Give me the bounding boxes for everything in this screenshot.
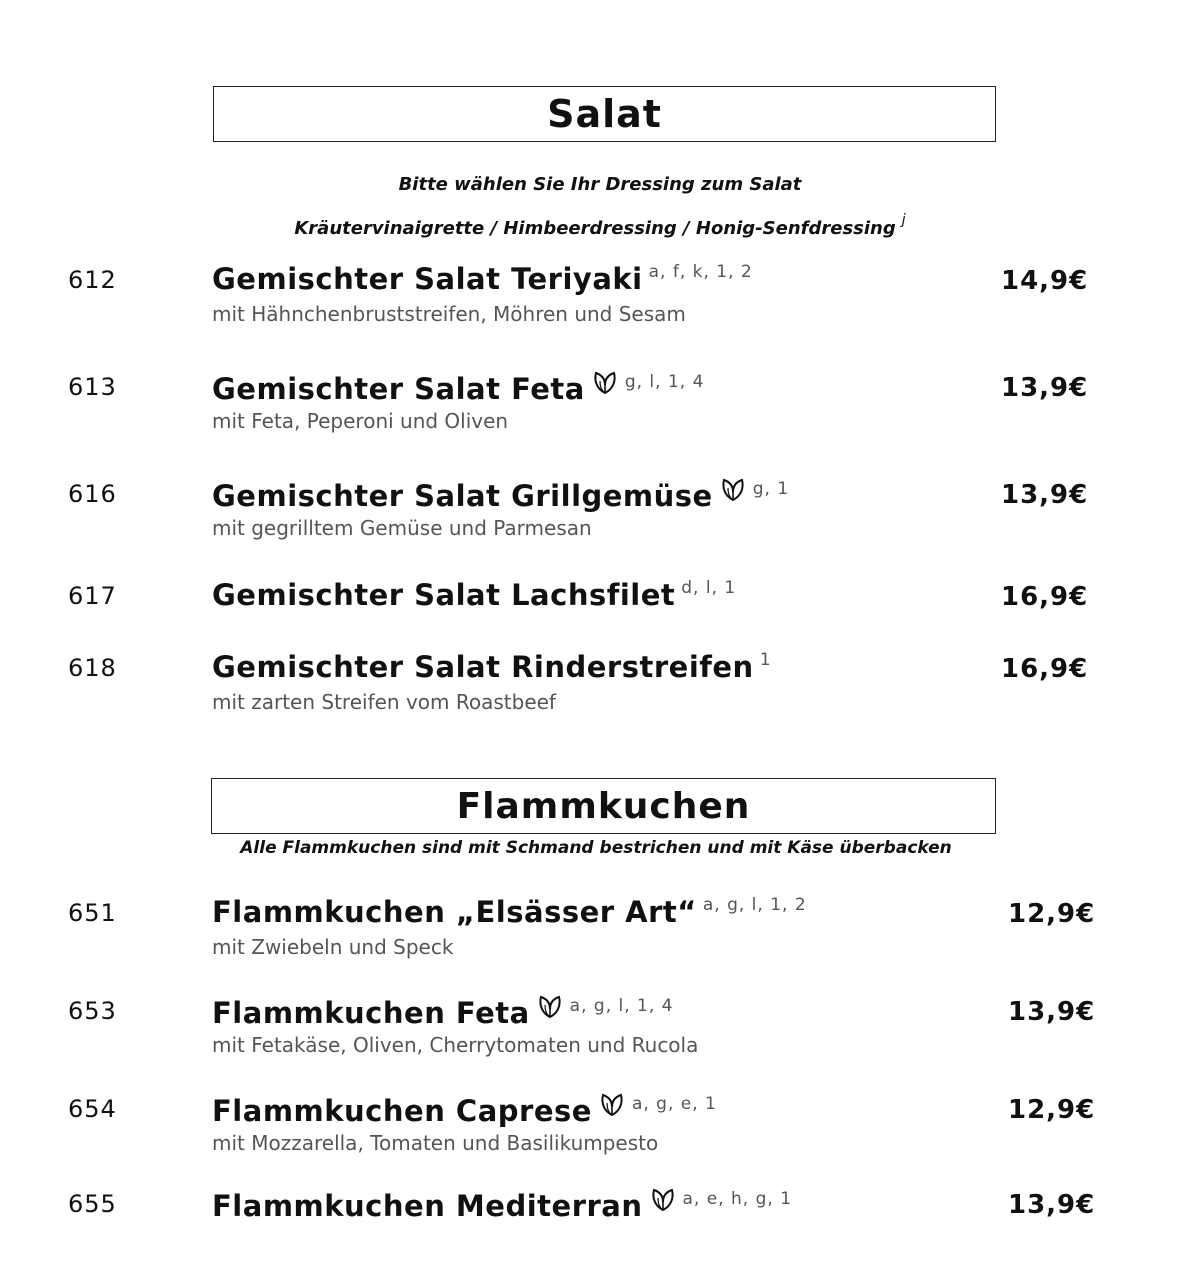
item-number: 653 xyxy=(68,997,117,1025)
item-name-line xyxy=(212,1091,717,1128)
item-allergens: a, f, k, 1, 2 xyxy=(648,262,753,282)
item-name-line xyxy=(212,895,807,929)
item-description: mit Zwiebeln und Speck xyxy=(212,935,454,959)
item-number: 613 xyxy=(68,373,117,401)
item-price: 14,9€ xyxy=(1001,266,1089,296)
salat-title: Salat xyxy=(547,92,662,136)
item-price: 13,9€ xyxy=(1008,997,1096,1027)
menu-item xyxy=(0,578,1200,658)
leaf-icon xyxy=(719,476,747,504)
item-name: Gemischter Salat Grillgemüse xyxy=(212,479,713,513)
item-name-line xyxy=(212,578,736,612)
flammkuchen-title: Flammkuchen xyxy=(456,785,751,827)
item-price: 13,9€ xyxy=(1001,373,1089,403)
item-price: 16,9€ xyxy=(1001,582,1089,612)
menu-item xyxy=(0,895,1200,975)
salat-dressing-note xyxy=(0,174,1200,195)
item-name: Gemischter Salat Teriyaki xyxy=(212,262,643,296)
flammkuchen-note-text: Alle Flammkuchen sind mit Schmand bestrichen und mit Käse überbacken xyxy=(240,838,952,858)
item-description: mit Feta, Peperoni und Oliven xyxy=(212,409,509,433)
item-description: mit gegrilltem Gemüse und Parmesan xyxy=(212,516,592,540)
item-description: mit Hähnchenbruststreifen, Möhren und Sesam xyxy=(212,302,686,326)
item-description: mit zarten Streifen vom Roastbeef xyxy=(212,690,556,714)
item-allergens: g, l, 1, 4 xyxy=(624,372,705,392)
item-name-line xyxy=(212,369,704,406)
item-allergens: a, g, e, 1 xyxy=(631,1094,717,1114)
item-name-line xyxy=(212,650,772,684)
item-number: 651 xyxy=(68,899,117,927)
item-name-line xyxy=(212,476,789,513)
salat-header-box xyxy=(213,86,996,142)
item-allergens: g, 1 xyxy=(752,479,790,499)
item-description: mit Fetakäse, Oliven, Cherrytomaten und Rucola xyxy=(212,1033,699,1057)
salat-note-line2: Kräutervinaigrette / Himbeerdressing / Honig-Senfdressing xyxy=(294,218,896,239)
item-number: 655 xyxy=(68,1190,117,1218)
flammkuchen-note xyxy=(0,838,1196,858)
salat-note-line1: Bitte wählen Sie Ihr Dressing zum Salat xyxy=(398,174,802,195)
menu-item xyxy=(0,262,1200,342)
leaf-icon xyxy=(536,993,564,1021)
menu-item xyxy=(0,369,1200,449)
menu-item xyxy=(0,1091,1200,1171)
item-name: Flammkuchen Mediterran xyxy=(212,1189,643,1223)
item-name: Gemischter Salat Lachsfilet xyxy=(212,578,676,612)
item-number: 616 xyxy=(68,480,117,508)
item-description: mit Mozzarella, Tomaten und Basilikumpesto xyxy=(212,1131,659,1155)
menu-item xyxy=(0,993,1200,1073)
item-price: 12,9€ xyxy=(1008,1095,1096,1125)
item-allergens: 1 xyxy=(759,650,772,670)
flammkuchen-header-box xyxy=(211,778,996,834)
leaf-icon xyxy=(591,369,619,397)
item-number: 654 xyxy=(68,1095,117,1123)
item-name: Flammkuchen Caprese xyxy=(212,1094,592,1128)
item-price: 13,9€ xyxy=(1001,480,1089,510)
item-number: 618 xyxy=(68,654,117,682)
item-price: 16,9€ xyxy=(1001,654,1089,684)
item-name: Flammkuchen „Elsässer Art“ xyxy=(212,895,697,929)
item-name-line xyxy=(212,993,673,1030)
item-name: Gemischter Salat Rinderstreifen xyxy=(212,650,754,684)
item-allergens: a, g, l, 1, 2 xyxy=(702,895,807,915)
salat-note-sup: j xyxy=(901,212,906,228)
item-allergens: a, g, l, 1, 4 xyxy=(569,996,674,1016)
leaf-icon xyxy=(649,1186,677,1214)
item-price: 13,9€ xyxy=(1008,1190,1096,1220)
item-name: Flammkuchen Feta xyxy=(212,996,530,1030)
item-price: 12,9€ xyxy=(1008,899,1096,929)
salat-dressing-options xyxy=(0,212,1200,239)
leaf-icon xyxy=(598,1091,626,1119)
item-allergens: d, l, 1 xyxy=(681,578,737,598)
menu-item xyxy=(0,650,1200,730)
menu-item xyxy=(0,476,1200,556)
item-name-line xyxy=(212,262,753,296)
menu-item xyxy=(0,1186,1200,1266)
item-number: 617 xyxy=(68,582,117,610)
item-name-line xyxy=(212,1186,792,1223)
item-allergens: a, e, h, g, 1 xyxy=(682,1189,793,1209)
item-number: 612 xyxy=(68,266,117,294)
item-name: Gemischter Salat Feta xyxy=(212,372,585,406)
